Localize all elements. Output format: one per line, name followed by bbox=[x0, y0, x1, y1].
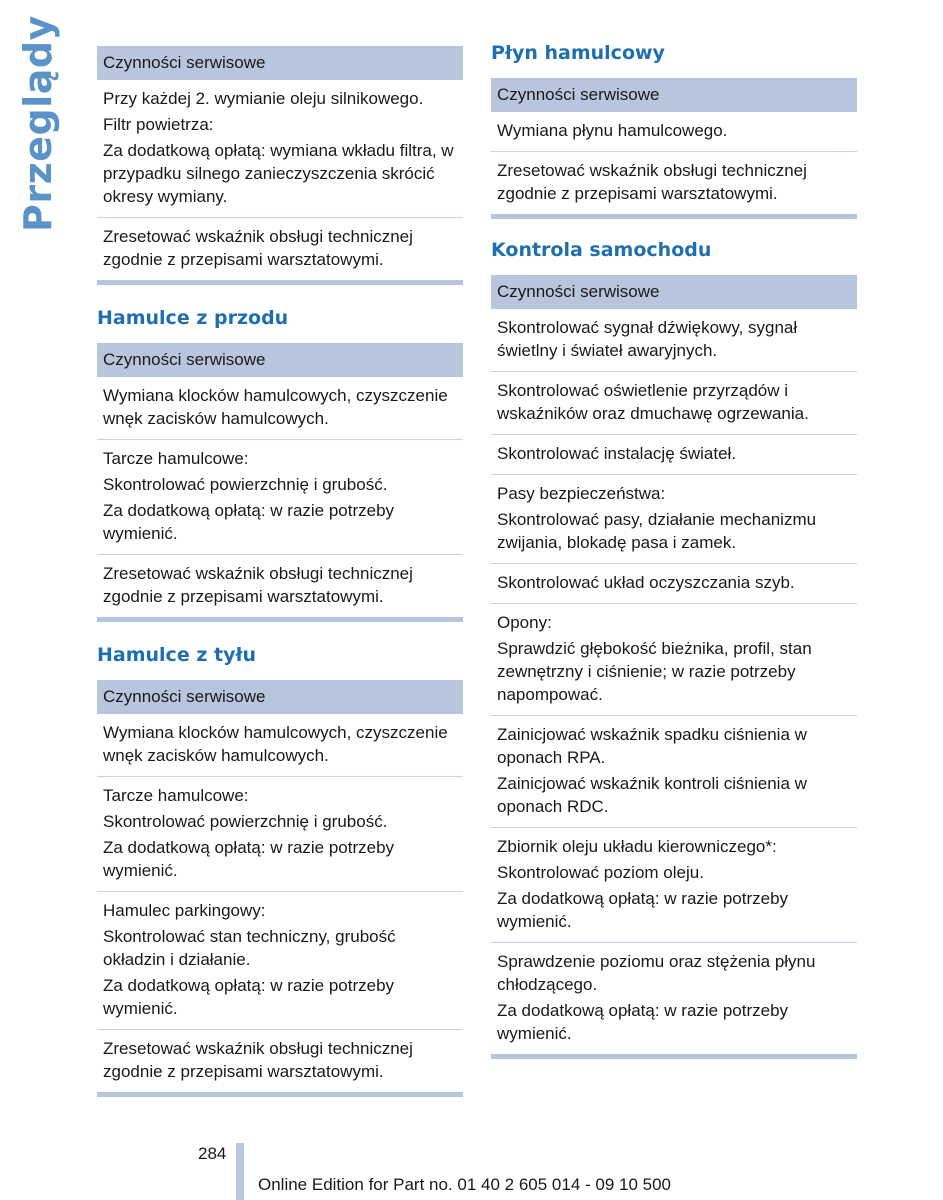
row-text: Za dodatkową opłatą: w razie potrzeby wymienić. bbox=[103, 838, 395, 880]
table-header: Czynności serwisowe bbox=[97, 680, 463, 714]
row-text: Filtr powietrza: bbox=[103, 115, 214, 134]
table-row bbox=[97, 80, 463, 218]
service-section bbox=[97, 644, 463, 1097]
row-text: Wymiana płynu hamulcowego. bbox=[497, 121, 728, 140]
row-text: Zresetować wskaźnik obsługi technicznej zgodnie z przepisami warsztatowymi. bbox=[103, 227, 413, 269]
right-column bbox=[491, 42, 857, 1059]
table-row bbox=[491, 152, 857, 214]
table-row bbox=[491, 828, 857, 943]
footer-divider bbox=[236, 1143, 244, 1200]
row-text: Przy każdej 2. wymianie oleju silnikowego. bbox=[103, 89, 424, 108]
section-heading: Hamulce z przodu bbox=[97, 307, 289, 329]
table-row bbox=[491, 716, 857, 828]
row-text: Skontrolować sygnał dźwiękowy, sygnał świetlny i świateł awaryjnych. bbox=[497, 318, 798, 360]
service-section bbox=[97, 46, 463, 285]
table-row bbox=[491, 372, 857, 435]
row-text: Skontrolować stan techniczny, grubość okładzin i działanie. bbox=[103, 927, 396, 969]
service-section bbox=[491, 42, 857, 219]
row-text: Skontrolować powierzchnię i grubość. bbox=[103, 475, 388, 494]
row-text: Skontrolować pasy, działanie mechanizmu zwijania, blokadę pasa i zamek. bbox=[497, 510, 817, 552]
row-text: Pasy bezpieczeństwa: bbox=[497, 484, 666, 503]
service-section bbox=[491, 239, 857, 1059]
service-table bbox=[97, 343, 463, 622]
row-text: Za dodatkową opłatą: wymiana wkładu filtra, w przypadku silnego zanieczyszczenia skrócić okresy wymiany. bbox=[103, 141, 454, 206]
left-column bbox=[97, 46, 463, 1097]
edition-note: Online Edition for Part no. 01 40 2 605 014 - 09 10 500 bbox=[258, 1175, 672, 1194]
table-row bbox=[97, 218, 463, 280]
service-table bbox=[491, 78, 857, 219]
row-text: Zresetować wskaźnik obsługi technicznej zgodnie z przepisami warsztatowymi. bbox=[103, 1039, 413, 1081]
row-text: Hamulec parkingowy: bbox=[103, 901, 266, 920]
row-text: Tarcze hamulcowe: bbox=[103, 449, 249, 468]
table-row bbox=[97, 377, 463, 440]
row-text: Sprawdzenie poziomu oraz stężenia płynu chłodzącego. bbox=[497, 952, 816, 994]
service-table bbox=[491, 275, 857, 1059]
row-text: Skontrolować powierzchnię i grubość. bbox=[103, 812, 388, 831]
row-text: Za dodatkową opłatą: w razie potrzeby wymienić. bbox=[103, 976, 395, 1018]
row-text: Skontrolować instalację świateł. bbox=[497, 444, 737, 463]
table-row bbox=[491, 112, 857, 152]
row-text: Zresetować wskaźnik obsługi technicznej zgodnie z przepisami warsztatowymi. bbox=[497, 161, 807, 203]
row-text: Zbiornik oleju układu kierowniczego*: bbox=[497, 837, 777, 856]
row-text: Wymiana klocków hamulcowych, czyszczenie wnęk zacisków hamulcowych. bbox=[103, 723, 448, 765]
row-text: Za dodatkową opłatą: w razie potrzeby wymienić. bbox=[103, 501, 395, 543]
table-header: Czynności serwisowe bbox=[491, 275, 857, 309]
row-text: Skontrolować oświetlenie przyrządów i wskaźników oraz dmuchawę ogrzewania. bbox=[497, 381, 809, 423]
row-text: Zainicjować wskaźnik kontroli ciśnienia w oponach RDC. bbox=[497, 774, 807, 816]
service-section bbox=[97, 307, 463, 622]
service-table bbox=[97, 46, 463, 285]
row-text: Zresetować wskaźnik obsługi technicznej zgodnie z przepisami warsztatowymi. bbox=[103, 564, 413, 606]
row-text: Skontrolować poziom oleju. bbox=[497, 863, 704, 882]
table-row bbox=[97, 892, 463, 1030]
service-table bbox=[97, 680, 463, 1097]
table-row bbox=[491, 475, 857, 564]
section-heading: Kontrola samochodu bbox=[491, 239, 712, 261]
table-row bbox=[97, 714, 463, 777]
table-header: Czynności serwisowe bbox=[491, 78, 857, 112]
table-row bbox=[97, 1030, 463, 1092]
row-text: Tarcze hamulcowe: bbox=[103, 786, 249, 805]
section-heading: Płyn hamulcowy bbox=[491, 42, 665, 64]
table-row bbox=[97, 555, 463, 617]
table-row bbox=[97, 440, 463, 555]
table-header: Czynności serwisowe bbox=[97, 46, 463, 80]
table-row bbox=[491, 309, 857, 372]
row-text: Opony: bbox=[497, 613, 552, 632]
page-number: 284 bbox=[198, 1144, 227, 1163]
table-row bbox=[491, 435, 857, 475]
table-header: Czynności serwisowe bbox=[97, 343, 463, 377]
side-section-title: Przeglądy bbox=[16, 15, 60, 232]
table-row bbox=[491, 564, 857, 604]
table-row bbox=[491, 604, 857, 716]
table-row bbox=[97, 777, 463, 892]
row-text: Zainicjować wskaźnik spadku ciśnienia w oponach RPA. bbox=[497, 725, 807, 767]
row-text: Wymiana klocków hamulcowych, czyszczenie wnęk zacisków hamulcowych. bbox=[103, 386, 448, 428]
row-text: Sprawdzić głębokość bieżnika, profil, stan zewnętrzny i ciśnienie; w razie potrzeby napompować. bbox=[497, 639, 812, 704]
row-text: Skontrolować układ oczyszczania szyb. bbox=[497, 573, 795, 592]
row-text: Za dodatkową opłatą: w razie potrzeby wymienić. bbox=[497, 889, 789, 931]
row-text: Za dodatkową opłatą: w razie potrzeby wymienić. bbox=[497, 1001, 789, 1043]
table-row bbox=[491, 943, 857, 1054]
section-heading: Hamulce z tyłu bbox=[97, 644, 257, 666]
